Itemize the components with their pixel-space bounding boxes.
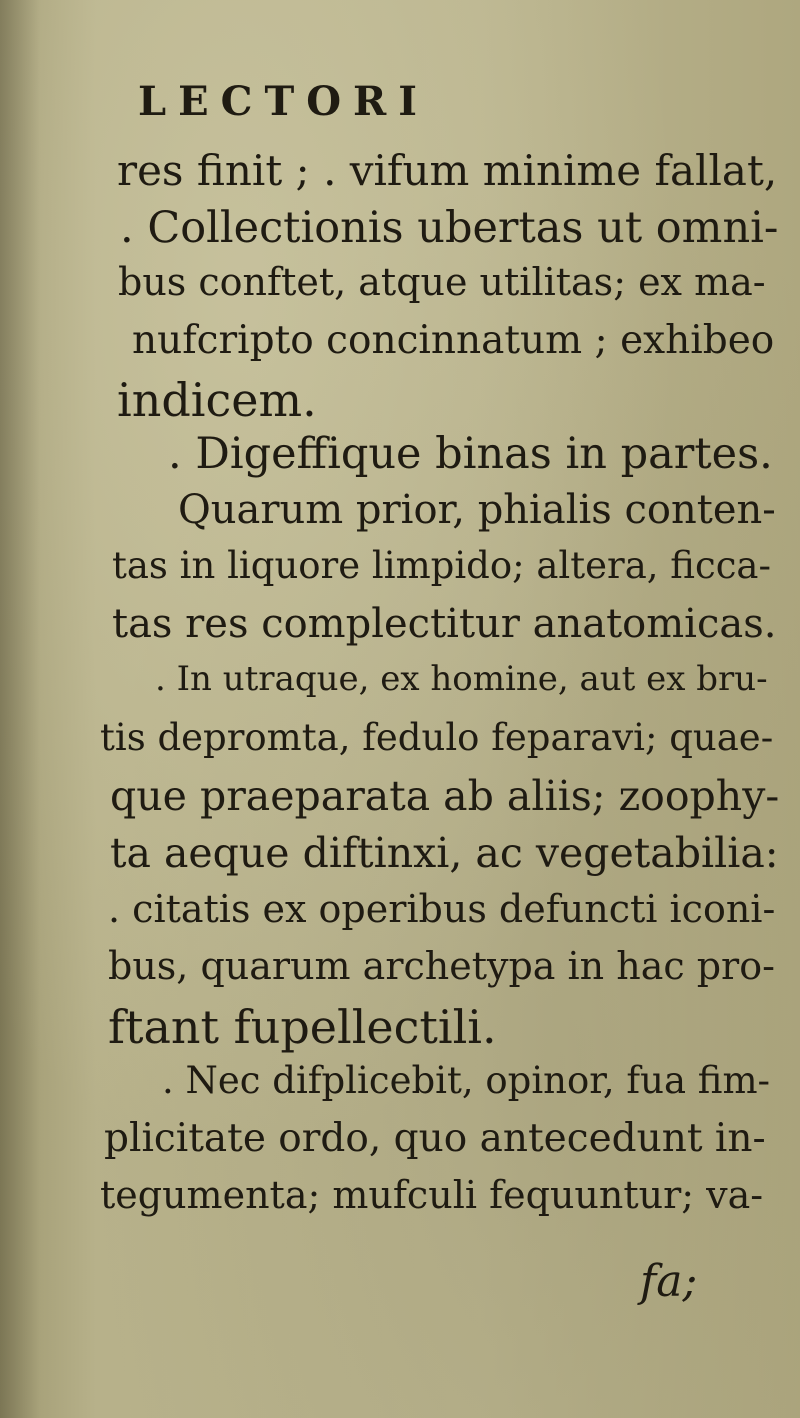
text-line: res finit ; . vifum minime fallat,	[117, 146, 778, 195]
text-line: tas res complectitur anatomicas.	[112, 601, 777, 647]
text-line: que praeparata ab aliis; zoophy-	[110, 772, 780, 820]
text-line: tegumenta; mufculi fequuntur; va-	[100, 1173, 764, 1217]
text-line: bus, quarum archetypa in hac pro-	[108, 944, 775, 988]
text-line: . Digeffique binas in partes.	[168, 429, 773, 479]
text-line: ftant fupellectili.	[108, 1000, 497, 1054]
text-line: . In utraque, ex homine, aut ex bru-	[155, 659, 768, 699]
catchword: fa;	[640, 1256, 698, 1307]
text-line: nufcripto concinnatum ; exhibeo	[132, 318, 775, 363]
page-gutter-shadow	[0, 0, 40, 1418]
text-line: tas in liquore limpido; altera, ficca-	[112, 544, 771, 587]
text-line: . citatis ex operibus defuncti iconi-	[108, 887, 776, 931]
text-line: . Nec difplicebit, opinor, fua fim-	[162, 1059, 771, 1102]
text-line: bus conftet, atque utilitas; ex ma-	[118, 260, 766, 304]
running-title: LECTORI	[138, 78, 430, 125]
text-line: indicem.	[117, 373, 317, 427]
text-line: tis depromta, fedulo feparavi; quae-	[100, 716, 774, 759]
text-line: . Collectionis ubertas ut omni-	[120, 203, 779, 253]
text-line: ta aeque diftinxi, ac vegetabilia:	[110, 829, 779, 877]
text-line: plicitate ordo, quo antecedunt in-	[104, 1116, 766, 1161]
text-line: Quarum prior, phialis conten-	[178, 487, 776, 533]
